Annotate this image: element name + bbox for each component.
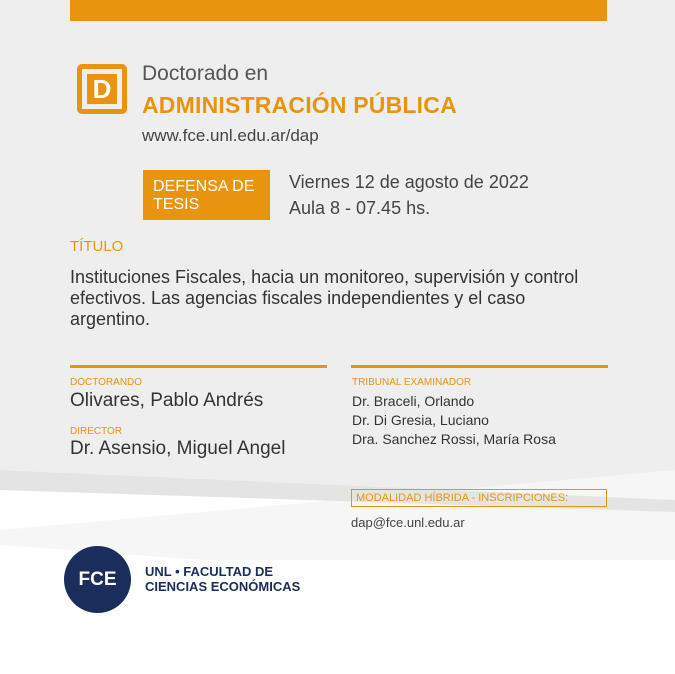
event-place-time: Aula 8 - 07.45 hs. xyxy=(289,198,431,218)
tribunal-member: Dr. Di Gresia, Luciano xyxy=(352,412,489,428)
top-accent-bar xyxy=(70,0,607,21)
modality-box: MODALIDAD HÍBRIDA - INSCRIPCIONES: xyxy=(351,489,607,507)
badge-line1: DEFENSA DE xyxy=(153,178,255,195)
director-label: DIRECTOR xyxy=(70,426,123,437)
thesis-title: Instituciones Fiscales, hacia un monitoreo, supervisión y control efectivos. Las agencias fiscales independientes y el caso argentino. xyxy=(70,267,579,329)
event-date: Viernes 12 de agosto de 2022 xyxy=(289,172,529,192)
director-name: Dr. Asensio, Miguel Angel xyxy=(70,438,286,459)
tribunal-member: Dr. Braceli, Orlando xyxy=(352,393,475,409)
doctorado-logo-icon xyxy=(77,64,127,114)
divider-left xyxy=(70,365,327,368)
defensa-badge xyxy=(143,170,270,220)
faculty-name-line2: CIENCIAS ECONÓMICAS xyxy=(145,579,301,594)
fce-logo: FCE xyxy=(64,546,131,613)
tribunal-label: TRIBUNAL EXAMINADOR xyxy=(352,377,472,388)
faculty-name-line1: UNL • FACULTAD DE xyxy=(145,564,274,579)
contact-email[interactable]: dap@fce.unl.edu.ar xyxy=(351,515,465,530)
divider-right xyxy=(351,365,608,368)
doctorando-label: DOCTORANDO xyxy=(70,377,143,388)
titulo-label: TÍTULO xyxy=(70,238,124,255)
badge-line2: TESIS xyxy=(153,196,200,213)
program-title-line2: ADMINISTRACIÓN PÚBLICA xyxy=(142,92,457,118)
logo-letter: D xyxy=(87,74,117,104)
doctorando-name: Olivares, Pablo Andrés xyxy=(70,390,264,411)
program-url[interactable]: www.fce.unl.edu.ar/dap xyxy=(142,126,319,145)
program-title-line1: Doctorado en xyxy=(142,62,269,85)
tribunal-member: Dra. Sanchez Rossi, María Rosa xyxy=(352,431,556,447)
